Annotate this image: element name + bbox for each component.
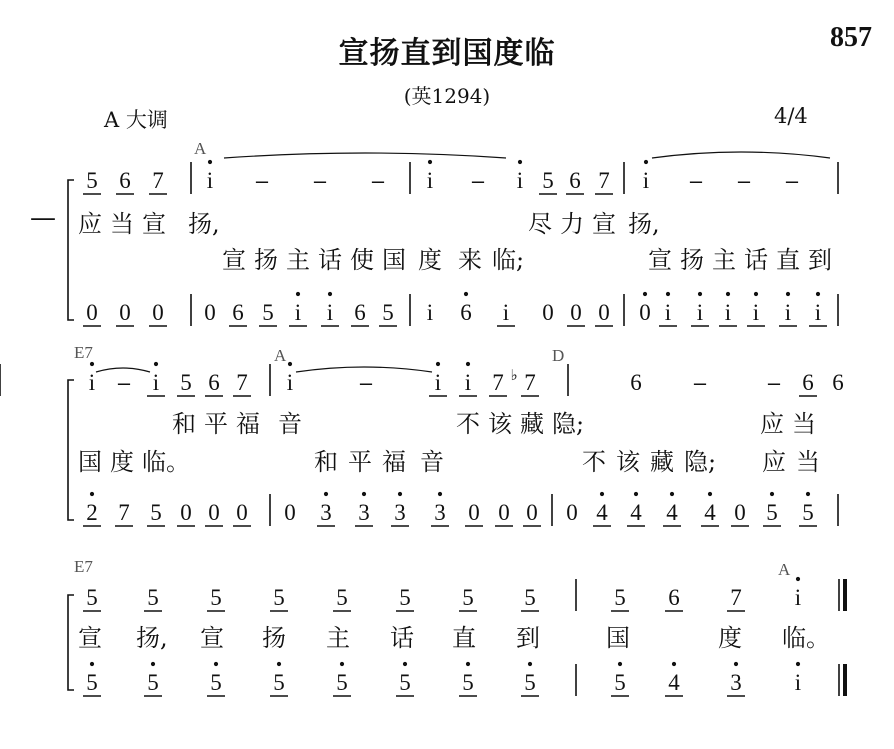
sustain-dash: – xyxy=(255,168,269,193)
note-digit: 0 xyxy=(566,500,578,525)
note-digit: i xyxy=(152,370,160,395)
page-title: 宣扬直到国度临 xyxy=(338,36,556,71)
note-digit: i xyxy=(752,300,760,325)
lyric-syllable: 宣 xyxy=(222,246,246,274)
note-digit: 5 xyxy=(399,670,411,695)
note-digit: 4 xyxy=(668,670,680,695)
note-digit: i xyxy=(326,300,334,325)
note-digit: 0 xyxy=(152,300,164,325)
tie-slur xyxy=(652,152,830,158)
lyric-syllable: 隐; xyxy=(684,448,717,476)
note-digit: 5 xyxy=(336,670,348,695)
note-digit: 5 xyxy=(262,300,274,325)
note-digit: i xyxy=(794,670,802,695)
note-digit: 0 xyxy=(598,300,610,325)
note-digit: 7 xyxy=(152,168,164,193)
lyric-syllable: 国 xyxy=(78,448,102,476)
octave-dot-high xyxy=(816,292,820,296)
note-digit: 0 xyxy=(526,500,538,525)
note-digit: i xyxy=(696,300,704,325)
octave-dot-high xyxy=(464,292,468,296)
note-digit: i xyxy=(426,300,434,325)
lyric-syllable: 该 xyxy=(488,410,512,438)
lyric-syllable: 宣 xyxy=(648,246,672,274)
octave-dot-high xyxy=(466,362,470,366)
note-digit: 0 xyxy=(284,500,296,525)
system-brace xyxy=(68,595,74,690)
lyric-syllable: 当 xyxy=(796,448,820,476)
sustain-dash: – xyxy=(371,168,385,193)
note-digit: 5 xyxy=(150,500,162,525)
note-digit: 3 xyxy=(320,500,332,525)
lyric-syllable: 主 xyxy=(286,246,310,274)
note-digit: 7 xyxy=(730,585,742,610)
octave-dot-high xyxy=(151,662,155,666)
note-digit: 6 xyxy=(354,300,366,325)
lyric-syllable: 隐; xyxy=(552,410,585,438)
octave-dot-high xyxy=(806,492,810,496)
lyric-syllable: 该 xyxy=(616,448,640,476)
note-digit: 0 xyxy=(204,300,216,325)
lyric-syllable: 到 xyxy=(516,624,540,652)
note-digit: 3 xyxy=(358,500,370,525)
note-digit: 6 xyxy=(630,370,642,395)
note-digit: 3 xyxy=(394,500,406,525)
lyric-syllable: 扬 xyxy=(262,624,286,652)
octave-dot-high xyxy=(672,662,676,666)
note-digit: 4 xyxy=(704,500,716,525)
octave-dot-high xyxy=(754,292,758,296)
octave-dot-high xyxy=(208,160,212,164)
octave-dot-high xyxy=(634,492,638,496)
note-digit: i xyxy=(206,168,214,193)
lyric-syllable: 不 xyxy=(456,410,480,438)
note-digit: 4 xyxy=(666,500,678,525)
chord-symbol: E7 xyxy=(74,557,93,576)
note-digit: 5 xyxy=(86,168,98,193)
note-digit: 0 xyxy=(86,300,98,325)
octave-dot-high xyxy=(528,662,532,666)
lyric-syllable: 音 xyxy=(420,448,444,476)
note-digit: 0 xyxy=(734,500,746,525)
octave-dot-high xyxy=(288,362,292,366)
lyric-syllable: 藏 xyxy=(650,448,674,476)
chord-symbol: A xyxy=(194,139,207,158)
lyric-syllable: 话 xyxy=(744,246,768,274)
lyric-syllable: 宣 xyxy=(142,210,166,238)
note-digit: 5 xyxy=(147,670,159,695)
lyric-syllable: 应 xyxy=(760,410,784,438)
note-digit: 4 xyxy=(596,500,608,525)
lyric-syllable: 直 xyxy=(776,246,800,274)
note-digit: 5 xyxy=(210,585,222,610)
octave-dot-high xyxy=(643,292,647,296)
note-digit: i xyxy=(642,168,650,193)
note-digit: 6 xyxy=(119,168,131,193)
note-digit: 6 xyxy=(232,300,244,325)
lyric-syllable: 扬 xyxy=(680,246,704,274)
octave-dot-high xyxy=(154,362,158,366)
sustain-dash: – xyxy=(767,370,781,395)
note-digit: 7 xyxy=(118,500,130,525)
lyric-syllable: 当 xyxy=(110,210,134,238)
note-digit: i xyxy=(784,300,792,325)
lyric-syllable: 话 xyxy=(390,624,414,652)
octave-dot-high xyxy=(362,492,366,496)
octave-dot-high xyxy=(670,492,674,496)
system-brace xyxy=(68,180,74,320)
note-digit: i xyxy=(502,300,510,325)
octave-dot-high xyxy=(328,292,332,296)
sustain-dash: – xyxy=(117,370,131,395)
octave-dot-high xyxy=(698,292,702,296)
note-digit: 5 xyxy=(273,585,285,610)
note-digit: i xyxy=(426,168,434,193)
note-digit: 6 xyxy=(460,300,472,325)
lyric-syllable: 来 xyxy=(458,246,482,274)
octave-dot-high xyxy=(666,292,670,296)
octave-dot-high xyxy=(403,662,407,666)
note-digit: 4 xyxy=(630,500,642,525)
tie-slur xyxy=(224,153,506,158)
note-digit: 3 xyxy=(730,670,742,695)
lyric-syllable: 音 xyxy=(278,410,302,438)
chord-symbol: E7 xyxy=(74,343,93,362)
octave-dot-high xyxy=(618,662,622,666)
octave-dot-high xyxy=(644,160,648,164)
lyric-syllable: 和 xyxy=(172,410,196,438)
time-signature: 4/4 xyxy=(774,104,808,128)
octave-dot-high xyxy=(90,662,94,666)
chord-symbol: A xyxy=(274,346,287,365)
lyric-syllable: 藏 xyxy=(520,410,544,438)
note-digit: i xyxy=(286,370,294,395)
lyric-syllable: 应 xyxy=(78,210,102,238)
octave-dot-high xyxy=(726,292,730,296)
note-digit: 0 xyxy=(570,300,582,325)
note-digit: 5 xyxy=(86,585,98,610)
note-digit: 5 xyxy=(462,585,474,610)
lyric-syllable: 宣 xyxy=(78,624,102,652)
note-digit: 5 xyxy=(273,670,285,695)
subtitle: (英1294) xyxy=(403,84,491,108)
lyric-syllable: 平 xyxy=(348,448,372,476)
lyric-syllable: 宣 xyxy=(200,624,224,652)
octave-dot-high xyxy=(296,292,300,296)
note-digit: 5 xyxy=(462,670,474,695)
lyric-syllable: 力 xyxy=(560,210,584,238)
octave-dot-high xyxy=(708,492,712,496)
note-digit: 5 xyxy=(614,585,626,610)
note-digit: 5 xyxy=(86,670,98,695)
note-digit: 6 xyxy=(668,585,680,610)
lyric-syllable: 主 xyxy=(326,624,350,652)
lyric-syllable: 当 xyxy=(792,410,816,438)
note-digit: 5 xyxy=(399,585,411,610)
note-digit: 0 xyxy=(498,500,510,525)
lyric-syllable: 度 xyxy=(718,624,742,652)
note-digit: i xyxy=(88,370,96,395)
octave-dot-high xyxy=(428,160,432,164)
note-digit: 5 xyxy=(614,670,626,695)
note-digit: i xyxy=(294,300,302,325)
note-digit: 5 xyxy=(180,370,192,395)
lyric-syllable: 度 xyxy=(418,246,442,274)
chord-symbol: A xyxy=(778,560,791,579)
octave-dot-high xyxy=(324,492,328,496)
note-digit: 6 xyxy=(802,370,814,395)
note-digit: 6 xyxy=(208,370,220,395)
octave-dot-high xyxy=(600,492,604,496)
octave-dot-high xyxy=(277,662,281,666)
note-digit: 7 xyxy=(236,370,248,395)
lyric-syllable: 临; xyxy=(492,246,525,274)
sustain-dash: – xyxy=(359,370,373,395)
note-digit: 7 xyxy=(492,370,504,395)
lyric-syllable: 主 xyxy=(712,246,736,274)
note-digit: 5 xyxy=(802,500,814,525)
note-digit: 0 xyxy=(180,500,192,525)
note-digit: 5 xyxy=(766,500,778,525)
chord-symbol: D xyxy=(552,346,565,365)
note-digit: 2 xyxy=(86,500,98,525)
lyric-syllable: 应 xyxy=(762,448,786,476)
note-digit: 7 xyxy=(524,370,536,395)
note-digit: 5 xyxy=(524,670,536,695)
octave-dot-high xyxy=(214,662,218,666)
lyric-syllable: 国 xyxy=(606,624,630,652)
octave-dot-high xyxy=(90,492,94,496)
lyric-syllable: 使 xyxy=(350,246,374,274)
note-digit: i xyxy=(724,300,732,325)
note-digit: 5 xyxy=(147,585,159,610)
octave-dot-high xyxy=(90,362,94,366)
lyric-syllable: 到 xyxy=(808,246,832,274)
octave-dot-high xyxy=(398,492,402,496)
lyric-syllable: 福 xyxy=(236,410,260,438)
lyric-syllable: 扬, xyxy=(136,624,168,652)
note-digit: 0 xyxy=(119,300,131,325)
note-digit: i xyxy=(794,585,802,610)
hymn-number: 857 xyxy=(830,22,872,53)
lyric-syllable: 度 xyxy=(110,448,134,476)
lyric-syllable: 平 xyxy=(204,410,228,438)
lyric-syllable: 宣 xyxy=(592,210,616,238)
note-digit: i xyxy=(434,370,442,395)
note-digit: 0 xyxy=(639,300,651,325)
note-digit: 6 xyxy=(832,370,844,395)
system-brace xyxy=(68,380,74,520)
octave-dot-high xyxy=(518,160,522,164)
octave-dot-high xyxy=(436,362,440,366)
octave-dot-high xyxy=(466,662,470,666)
note-digit: 6 xyxy=(569,168,581,193)
lyric-syllable: 国 xyxy=(382,246,406,274)
note-digit: 7 xyxy=(598,168,610,193)
side-mark: — xyxy=(30,203,56,233)
sustain-dash: – xyxy=(313,168,327,193)
lyric-syllable: 直 xyxy=(452,624,476,652)
flat-sign: ♭ xyxy=(510,366,518,384)
note-digit: 0 xyxy=(236,500,248,525)
note-digit: i xyxy=(464,370,472,395)
sustain-dash: – xyxy=(785,168,799,193)
note-digit: i xyxy=(664,300,672,325)
octave-dot-high xyxy=(770,492,774,496)
note-digit: 5 xyxy=(382,300,394,325)
note-digit: 3 xyxy=(434,500,446,525)
sustain-dash: – xyxy=(689,168,703,193)
note-digit: 5 xyxy=(336,585,348,610)
octave-dot-high xyxy=(438,492,442,496)
note-digit: i xyxy=(516,168,524,193)
octave-dot-high xyxy=(786,292,790,296)
key-signature: A 大调 xyxy=(104,108,168,132)
octave-dot-high xyxy=(340,662,344,666)
lyric-syllable: 和 xyxy=(314,448,338,476)
note-digit: 0 xyxy=(468,500,480,525)
note-digit: 5 xyxy=(542,168,554,193)
sustain-dash: – xyxy=(471,168,485,193)
note-digit: 5 xyxy=(210,670,222,695)
note-digit: 0 xyxy=(208,500,220,525)
octave-dot-high xyxy=(796,577,800,581)
note-digit: i xyxy=(814,300,822,325)
sustain-dash: – xyxy=(693,370,707,395)
lyric-syllable: 福 xyxy=(382,448,406,476)
lyric-syllable: 临。 xyxy=(782,624,830,652)
lyric-syllable: 不 xyxy=(582,448,606,476)
note-digit: 0 xyxy=(542,300,554,325)
sustain-dash: – xyxy=(737,168,751,193)
lyric-syllable: 话 xyxy=(318,246,342,274)
lyric-syllable: 扬, xyxy=(188,210,220,238)
lyric-syllable: 扬 xyxy=(254,246,278,274)
note-digit: 5 xyxy=(524,585,536,610)
lyric-syllable: 临。 xyxy=(142,448,190,476)
octave-dot-high xyxy=(734,662,738,666)
octave-dot-high xyxy=(796,662,800,666)
lyric-syllable: 尽 xyxy=(528,210,552,238)
lyric-syllable: 扬, xyxy=(628,210,660,238)
